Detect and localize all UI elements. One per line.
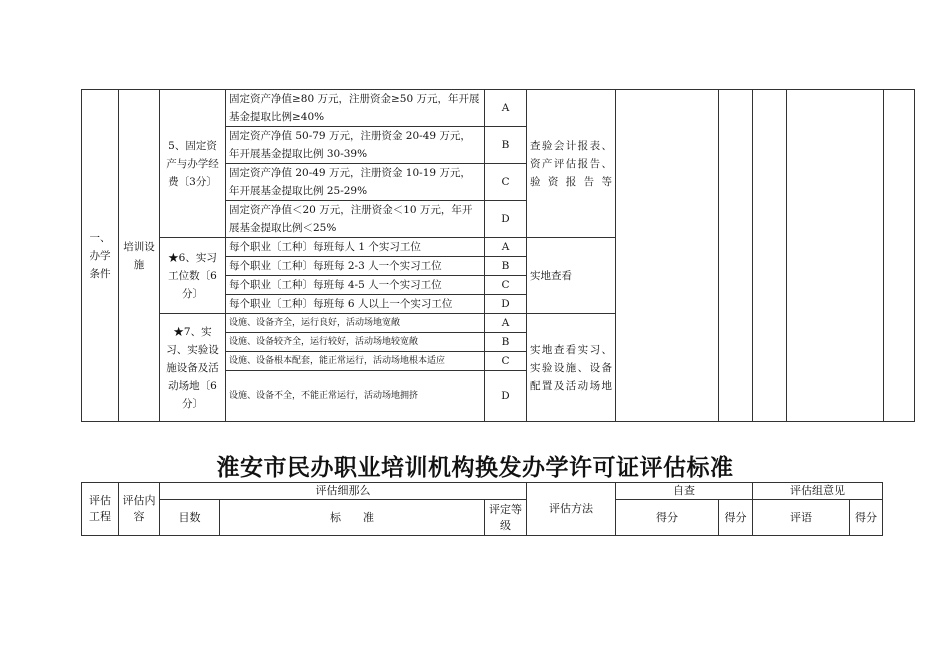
item7-title: ★7、实习、实验设施设备及活动场地〔6分〕 — [160, 314, 226, 422]
item5-standard-b: 固定资产净值 50-79 万元，注册资金 20-49 万元，年开展基金提取比例 30-39% — [226, 127, 485, 164]
item6-grade-d: D — [485, 295, 527, 314]
item6-method: 实地查看 — [527, 238, 616, 314]
item7-standard-c: 设施、设备根本配套，能正常运行，活动场地根本适应 — [226, 352, 485, 371]
header-standard: 标 准 — [220, 500, 485, 536]
item7-standard-a: 设施、设备齐全，运行良好，活动场地宽敞 — [226, 314, 485, 333]
header-project: 评估工程 — [82, 483, 119, 536]
header-score: 得分 — [616, 500, 719, 536]
item5-standard-c: 固定资产净值 20-49 万元，注册资金 10-19 万元，年开展基金提取比例 25-29% — [226, 164, 485, 201]
item6-standard-c: 每个职业〔工种〕每班每 4-5 人一个实习工位 — [226, 276, 485, 295]
item5-method: 查验会计报表、资产评估报告、验资报告等 — [527, 90, 616, 238]
item6-grade-c: C — [485, 276, 527, 295]
item6-standard-d: 每个职业〔工种〕每班每 6 人以上一个实习工位 — [226, 295, 485, 314]
item5-standard-d: 固定资产净值＜20 万元，注册资金＜10 万元，年开展基金提取比例＜25% — [226, 201, 485, 238]
item5-grade-b: B — [485, 127, 527, 164]
item7-grade-b: B — [485, 333, 527, 352]
header-panel-score: 得分 — [850, 500, 883, 536]
header-item: 目数 — [160, 500, 220, 536]
header-detail: 评估细那么 — [160, 483, 527, 500]
item7-standard-b: 设施、设备较齐全，运行较好，活动场地较宽敞 — [226, 333, 485, 352]
item6-standard-b: 每个职业〔工种〕每班每 2-3 人一个实习工位 — [226, 257, 485, 276]
blank-cell — [753, 90, 787, 422]
comment-cell — [787, 90, 884, 422]
header-method: 评估方法 — [527, 483, 616, 536]
item6-grade-a: A — [485, 238, 527, 257]
item7-grade-a: A — [485, 314, 527, 333]
item7-method: 实地查看实习、实验设施、设备配置及活动场地 — [527, 314, 616, 422]
header-score2: 得分 — [719, 500, 753, 536]
page-title: 淮安市民办职业培训机构换发办学许可证评估标准 — [216, 455, 734, 481]
header-comment: 评语 — [753, 500, 850, 536]
self-score2-cell — [719, 90, 753, 422]
header-self-check: 自查 — [616, 483, 753, 500]
item5-grade-a: A — [485, 90, 527, 127]
panel-score-cell — [884, 90, 915, 422]
item6-title: ★6、实习工位数〔6分〕 — [160, 238, 226, 314]
item5-title: 5、固定资产与办学经费〔3分〕 — [160, 90, 226, 238]
project-cell: 一、办学条件 — [82, 90, 119, 422]
header-grade: 评定等级 — [485, 500, 527, 536]
header-panel: 评估组意见 — [753, 483, 883, 500]
item6-grade-b: B — [485, 257, 527, 276]
self-score-cell — [616, 90, 719, 422]
item7-standard-d: 设施、设备不全，不能正常运行，活动场地拥挤 — [226, 371, 485, 422]
item5-standard-a: 固定资产净值≥80 万元，注册资金≥50 万元，年开展基金提取比例≥40% — [226, 90, 485, 127]
item7-grade-c: C — [485, 352, 527, 371]
criteria-table-continued — [81, 89, 915, 422]
item5-grade-d: D — [485, 201, 527, 238]
criteria-table-header — [81, 482, 883, 536]
header-content: 评估内容 — [119, 483, 160, 536]
item6-standard-a: 每个职业〔工种〕每班每人 1 个实习工位 — [226, 238, 485, 257]
content-cell: 培训设施 — [119, 90, 160, 422]
item7-grade-d: D — [485, 371, 527, 422]
item5-grade-c: C — [485, 164, 527, 201]
